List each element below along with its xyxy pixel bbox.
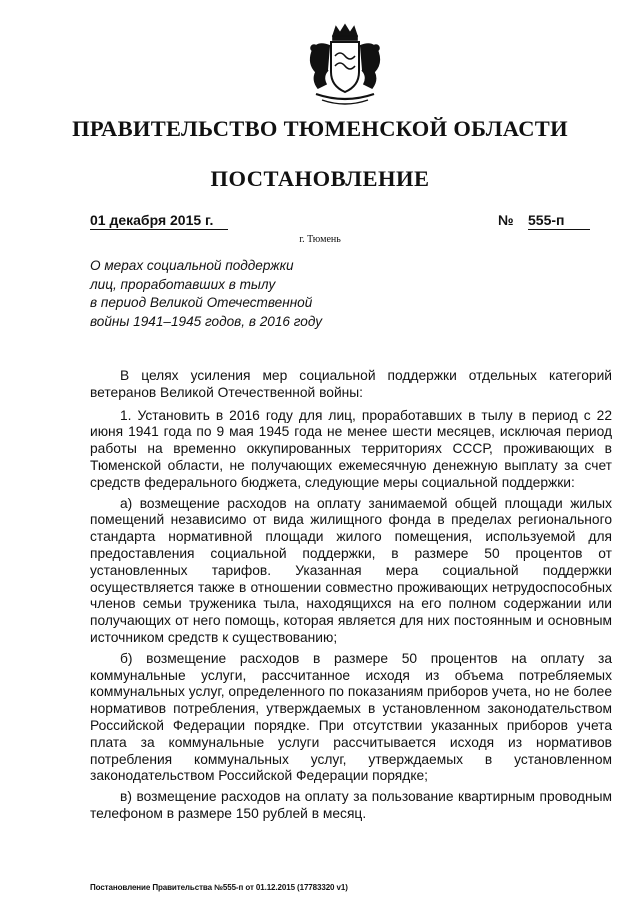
government-title: ПРАВИТЕЛЬСТВО ТЮМЕНСКОЙ ОБЛАСТИ (72, 116, 568, 141)
document-body (90, 368, 612, 827)
document-city: г. Тюмень (299, 234, 341, 245)
body-paragraph-intro: В целях усиления мер социальной поддержки отдельных категорий ветеранов Великой Отечественной войны: (90, 368, 612, 400)
number-sign: № (498, 212, 514, 228)
body-paragraph-b: б) возмещение расходов в размере 50 процентов на оплату за коммунальные услуги, рассчитанное исходя из объема потребляемых коммунальных услуг, определенного по показаниям приборов учета, но не более нормативов потребления, утверждаемых в установленном законодательством Российской Федерации порядке. При отсутствии указанных приборов учета плата за коммунальные услуги рассчитывается исходя из нормативов потребления коммунальных услуг, утверждаемых в установленном законодательством Российской Федерации порядке; (90, 650, 612, 784)
document-number-value: 555-п (528, 212, 590, 230)
document-subject (90, 257, 360, 331)
body-paragraph-1: 1. Установить в 2016 году для лиц, проработавших в тылу в период с 22 июня 1941 года по 9 мая 1945 года не менее шести месяцев, исключая период работы на временно оккупированных территориях СССР, проживающих в Тюменской области, не получающих ежемесячную денежную выплату за счет средств федерального бюджета, следующие меры социальной поддержки: (90, 407, 612, 490)
subject-line: в период Великой Отечественной (90, 295, 313, 310)
document-date: 01 декабря 2015 г. (90, 212, 228, 230)
subject-line: лиц, проработавших в тылу (90, 276, 276, 292)
document-number (498, 212, 594, 230)
document-type-heading: ПОСТАНОВЛЕНИЕ (210, 166, 430, 191)
document-footer: Постановление Правительства №555-п от 01.12.2015 (17783320 v1) (90, 883, 348, 892)
body-paragraph-v: в) возмещение расходов на оплату за пользование квартирным проводным телефоном в размере 150 рублей в месяц. (90, 789, 612, 821)
subject-line: войны 1941–1945 годов, в 2016 году (90, 313, 322, 329)
body-paragraph-a: а) возмещение расходов на оплату занимаемой общей площади жилых помещений независимо от вида жилищного фонда в пределах регионального стандарта нормативной площади жилого помещения, используемой для предоставления социальной поддержки, в размере 50 процентов от установленных тарифов. Указанная мера социальной поддержки осуществляется также в отношении совместно проживающих нетрудоспособных членов семьи труженика тыла, находящихся на его полном содержании или получающих от него помощь, которая является для них постоянным и основным источником средств к существованию; (90, 495, 612, 645)
coat-of-arms-icon (300, 22, 390, 110)
subject-line: О мерах социальной поддержки (90, 258, 294, 273)
